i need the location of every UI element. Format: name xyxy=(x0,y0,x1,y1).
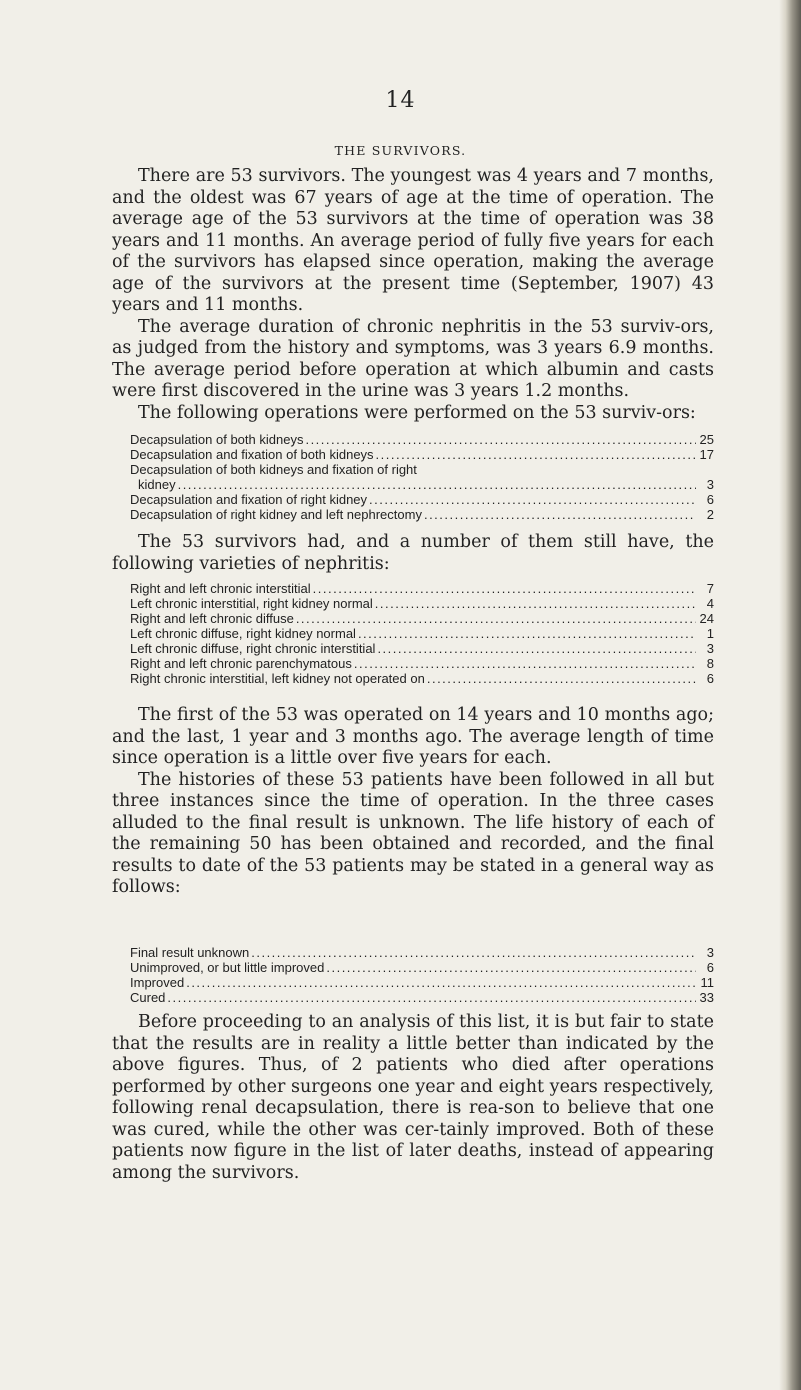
list-item: Decapsulation of right kidney and left nephrectomy ..... 2 xyxy=(112,507,714,522)
paragraph-6: The histories of these 53 patients have been followed in all but three instances since the time of operation. In the three cases alluded to the final result is unknown. The life history of each of the remaining 50 has been obtained and recorded, and the final results to date of the 53 patients may be stated in a general way as follows: xyxy=(112,769,714,897)
middle-block xyxy=(112,705,714,899)
list-item: Improved ..... 11 xyxy=(112,975,714,990)
varieties-intro xyxy=(112,532,714,575)
list-item: Decapsulation of both kidneys ..... 25 xyxy=(112,432,714,447)
closing-block xyxy=(112,1012,714,1184)
list-item: Right and left chronic parenchymatous ..... 8 xyxy=(112,656,714,671)
page-edge-shadow xyxy=(779,0,801,1390)
paragraph-7: Before proceeding to an analysis of this list, it is but fair to state that the results are in reality a little better than indicated by the above figures. Thus, of 2 patients who died after operations performed by other surgeons one year and eight years respectively, following renal decapsulation, there is rea-son to believe that one was cured, while the other was cer-tainly improved. Both of these patients now figure in the list of later deaths, instead of appearing among the survivors. xyxy=(112,1012,714,1183)
list-item: Left chronic interstitial, right kidney normal ..... 4 xyxy=(112,596,714,611)
paragraph-4: The 53 survivors had, and a number of them still have, the following varieties of nephritis: xyxy=(112,532,714,574)
paragraph-1: There are 53 survivors. The youngest was 4 years and 7 months, and the oldest was 67 years of age at the time of operation. The average age of the 53 survivors at the time of operation was 38 years and 11 months. An average period of fully five years for each of the survivors has elapsed since operation, making the average age of the survivors at the present time (September, 1907) 43 years and 11 months. xyxy=(112,166,714,315)
list-item: Decapsulation and fixation of both kidneys ..... 17 xyxy=(112,447,714,462)
intro-block xyxy=(112,166,714,424)
list-item-continued: kidney ..... 3 xyxy=(112,477,714,492)
list-item: Right chronic interstitial, left kidney not operated on ..... 6 xyxy=(112,671,714,686)
results-list xyxy=(112,945,714,1005)
list-item: Left chronic diffuse, right chronic interstitial ..... 3 xyxy=(112,641,714,656)
list-item: Final result unknown ..... 3 xyxy=(112,945,714,960)
list-item: Decapsulation and fixation of right kidney ..... 6 xyxy=(112,492,714,507)
operations-list xyxy=(112,432,714,522)
list-item: Unimproved, or but little improved ..... 6 xyxy=(112,960,714,975)
section-heading: THE SURVIVORS. xyxy=(334,143,467,158)
paragraph-5: The first of the 53 was operated on 14 years and 10 months ago; and the last, 1 year and 3 months ago. The average length of time since operation is a little over five years for each. xyxy=(112,705,714,768)
list-item: Left chronic diffuse, right kidney normal ..... 1 xyxy=(112,626,714,641)
page-number: 14 xyxy=(385,88,416,113)
paragraph-3: The following operations were performed on the 53 surviv-ors: xyxy=(138,402,696,423)
varieties-list xyxy=(112,581,714,686)
list-item: Decapsulation of both kidneys and fixation of right xyxy=(130,462,417,477)
list-item: Right and left chronic diffuse ..... 24 xyxy=(112,611,714,626)
list-item: Cured ..... 33 xyxy=(112,990,714,1005)
paragraph-2: The average duration of chronic nephritis in the 53 surviv-ors, as judged from the history and symptoms, was 3 years 6.9 months. The average period before operation at which albumin and casts were first discovered in the urine was 3 years 1.2 months. xyxy=(112,316,714,401)
list-item: Right and left chronic interstitial ..... 7 xyxy=(112,581,714,596)
